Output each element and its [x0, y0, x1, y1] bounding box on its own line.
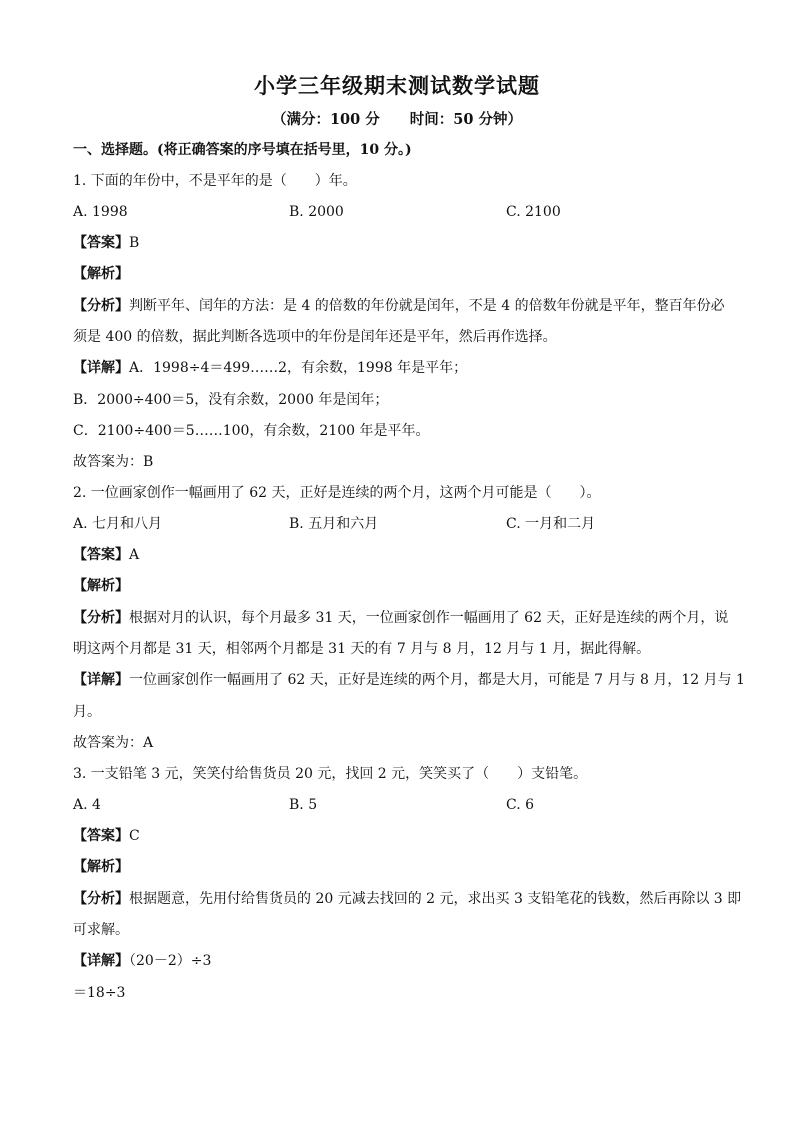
q2-answer — [73, 545, 733, 565]
exam-info — [0, 108, 794, 129]
answer-label: 【答案】 — [73, 828, 129, 844]
q2-fenxi-line-1: 【分析】根据对月的认识，每个月最多 31 天，一位画家创作一幅画用了 62 天，正好是连续的两个月，说 — [73, 610, 729, 626]
q1-option-c: C. 2100 — [506, 204, 561, 220]
q3-fenxi-line-1: 【分析】根据题意，先用付给售货员的 20 元减去找回的 2 元，求出买 3 支铅笔花的钱数，然后再除以 3 即 — [73, 891, 742, 907]
q3-option-c: C. 6 — [506, 797, 535, 813]
answer-label: 【答案】 — [73, 235, 129, 251]
full-score: （满分：100 分 — [271, 111, 380, 128]
q3-fenxi-line-2: 可求解。 — [73, 922, 129, 938]
answer-value: A — [129, 547, 140, 563]
question-3-stem: 3. 一支铅笔 3 元，笑笑付给售货员 20 元，找回 2 元，笑笑买了（ ）支铅笔。 — [73, 766, 588, 782]
q2-detail-line-2: 月。 — [73, 704, 101, 720]
detail-label: 【详解】 — [73, 953, 129, 969]
q1-fenxi-line-2: 须是 400 的倍数，据此判断各选项中的年份是闰年还是平年，然后再作选择。 — [73, 329, 557, 345]
answer-value: B — [129, 235, 140, 251]
q3-option-b: B. 5 — [289, 797, 318, 813]
q3-step-2: ＝18÷3 — [73, 985, 126, 1001]
q1-detail-line-3: C．2100÷400＝5……100，有余数，2100 年是平年。 — [73, 423, 430, 439]
q2-analysis-label: 【解析】 — [73, 578, 129, 594]
q1-fenxi-line-1: 【分析】判断平年、闰年的方法：是 4 的倍数的年份就是闰年，不是 4 的倍数年份就是平年，整百年份必 — [73, 298, 725, 314]
q2-conclusion: 故答案为：A — [73, 735, 154, 751]
answer-value: C — [129, 828, 140, 844]
q2-option-b: B. 五月和六月 — [289, 516, 379, 532]
question-1-stem: 1. 下面的年份中，不是平年的是（ ）年。 — [73, 173, 357, 189]
q3-option-a: A. 4 — [73, 797, 101, 813]
fenxi-label: 【分析】 — [73, 298, 129, 314]
q1-conclusion: 故答案为：B — [73, 454, 154, 470]
q2-option-c: C. 一月和二月 — [506, 516, 596, 532]
q1-detail-line-1: 【详解】A．1998÷4＝499……2，有余数，1998 年是平年； — [73, 360, 468, 376]
question-2-stem: 2. 一位画家创作一幅画用了 62 天，正好是连续的两个月，这两个月可能是（ ）。 — [73, 485, 601, 501]
fenxi-label: 【分析】 — [73, 610, 129, 626]
q1-detail-line-2: B．2000÷400＝5，没有余数，2000 年是闰年； — [73, 392, 389, 408]
detail-label: 【详解】 — [73, 672, 129, 688]
q1-analysis-label: 【解析】 — [73, 266, 129, 282]
q2-detail-line-1: 【详解】一位画家创作一幅画用了 62 天，正好是连续的两个月，都是大月，可能是 7 月与 8 月，12 月与 1 — [73, 672, 745, 688]
fenxi-label: 【分析】 — [73, 891, 129, 907]
q3-detail-line-1: 【详解】（20－2）÷3 — [73, 953, 212, 969]
q2-fenxi-line-2: 明这两个月都是 31 天，相邻两个月都是 31 天的有 7 月与 8 月，12 月与 1 月，据此得解。 — [73, 641, 651, 657]
q1-option-b: B. 2000 — [289, 204, 344, 220]
page-title: 小学三年级期末测试数学试题 — [254, 73, 540, 98]
q2-option-a: A. 七月和八月 — [73, 516, 163, 532]
time-limit: 时间：50 分钟） — [409, 111, 523, 128]
detail-label: 【详解】 — [73, 360, 129, 376]
q3-answer — [73, 826, 733, 846]
q1-option-a: A. 1998 — [73, 204, 128, 220]
q1-answer — [73, 233, 733, 253]
answer-label: 【答案】 — [73, 547, 129, 563]
q3-analysis-label: 【解析】 — [73, 859, 129, 875]
section-heading: 一、选择题。(将正确答案的序号填在括号里，10 分。) — [73, 142, 412, 158]
